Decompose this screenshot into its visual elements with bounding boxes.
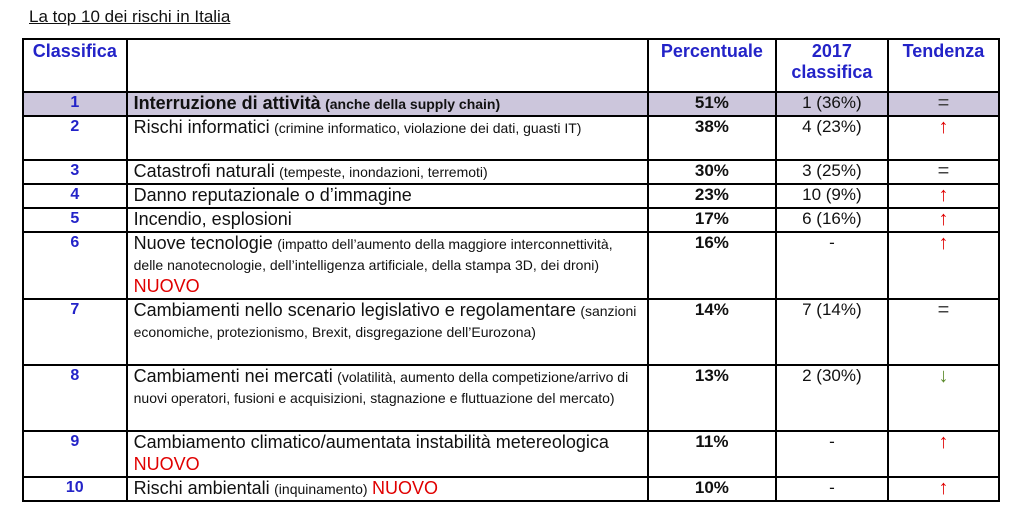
risk-cell bbox=[127, 160, 648, 184]
risk-name: Rischi ambientali bbox=[133, 478, 270, 498]
table-row bbox=[23, 232, 999, 299]
table-row bbox=[23, 431, 999, 477]
rank-cell: 3 bbox=[23, 160, 127, 184]
risk-name: Nuove tecnologie bbox=[133, 233, 273, 253]
risk-cell bbox=[127, 431, 648, 477]
new-badge: NUOVO bbox=[371, 478, 438, 498]
risk-details: (tempeste, inondazioni, terremoti) bbox=[279, 164, 488, 180]
previous-ranking-cell: 6 (16%) bbox=[776, 208, 888, 232]
table-row bbox=[23, 184, 999, 208]
page-title: La top 10 dei rischi in Italia bbox=[29, 7, 231, 26]
risk-cell bbox=[127, 208, 648, 232]
arrow-up-icon: ↑ bbox=[888, 477, 999, 501]
risk-cell bbox=[127, 184, 648, 208]
rank-cell: 6 bbox=[23, 232, 127, 299]
previous-ranking-cell: 2 (30%) bbox=[776, 365, 888, 431]
previous-ranking-cell: 7 (14%) bbox=[776, 299, 888, 365]
rank-cell: 2 bbox=[23, 116, 127, 160]
header-trend: Tendenza bbox=[888, 39, 999, 92]
risk-name: Catastrofi naturali bbox=[133, 161, 275, 181]
previous-ranking-cell: - bbox=[776, 431, 888, 477]
risk-name: Incendio, esplosioni bbox=[133, 209, 292, 229]
rank-cell: 8 bbox=[23, 365, 127, 431]
risk-cell bbox=[127, 299, 648, 365]
new-badge: NUOVO bbox=[133, 454, 200, 474]
header-rank: Classifica bbox=[23, 39, 127, 92]
arrow-down-icon: ↓ bbox=[888, 365, 999, 431]
arrow-up-icon: ↑ bbox=[888, 232, 999, 299]
percentage-cell: 38% bbox=[648, 116, 776, 160]
rank-cell: 10 bbox=[23, 477, 127, 501]
previous-ranking-cell: 10 (9%) bbox=[776, 184, 888, 208]
percentage-cell: 16% bbox=[648, 232, 776, 299]
header-risk bbox=[127, 39, 648, 92]
risk-details: (impatto dell’aumento della maggiore interconnettività, delle nanotecnologie, dell’intelligenza artificiale, della stampa 3D, dei droni) bbox=[133, 236, 613, 273]
percentage-cell: 30% bbox=[648, 160, 776, 184]
previous-ranking-cell: 4 (23%) bbox=[776, 116, 888, 160]
percentage-cell: 17% bbox=[648, 208, 776, 232]
rank-cell: 5 bbox=[23, 208, 127, 232]
table-header-row bbox=[23, 39, 999, 92]
new-badge: NUOVO bbox=[133, 276, 200, 296]
arrow-up-icon: ↑ bbox=[888, 116, 999, 160]
table-row bbox=[23, 477, 999, 501]
arrow-up-icon: ↑ bbox=[888, 208, 999, 232]
equal-icon: = bbox=[888, 92, 999, 116]
risk-name: Rischi informatici bbox=[133, 117, 270, 137]
risk-cell bbox=[127, 116, 648, 160]
risk-details: (crimine informatico, violazione dei dati, guasti IT) bbox=[274, 120, 582, 136]
risk-cell bbox=[127, 365, 648, 431]
rank-cell: 9 bbox=[23, 431, 127, 477]
table-row bbox=[23, 160, 999, 184]
rank-cell: 1 bbox=[23, 92, 127, 116]
arrow-up-icon: ↑ bbox=[888, 431, 999, 477]
equal-icon: = bbox=[888, 299, 999, 365]
risk-name: Interruzione di attività bbox=[133, 93, 321, 113]
risk-name: Cambiamento climatico/aumentata instabilità metereologica bbox=[133, 432, 609, 452]
previous-ranking-cell: - bbox=[776, 477, 888, 501]
table-row bbox=[23, 365, 999, 431]
header-2017-ranking: 2017 classifica bbox=[776, 39, 888, 92]
risk-details: (inquinamento) bbox=[274, 481, 368, 497]
percentage-cell: 14% bbox=[648, 299, 776, 365]
equal-icon: = bbox=[888, 160, 999, 184]
previous-ranking-cell: 1 (36%) bbox=[776, 92, 888, 116]
table-row bbox=[23, 208, 999, 232]
percentage-cell: 23% bbox=[648, 184, 776, 208]
table-row bbox=[23, 92, 999, 116]
risk-name: Danno reputazionale o d’immagine bbox=[133, 185, 412, 205]
risk-cell bbox=[127, 92, 648, 116]
risk-cell bbox=[127, 477, 648, 501]
risk-details: (volatilità, aumento della competizione/arrivo di nuovi operatori, fusioni e acquisizioni, stagnazione e fluttuazione del mercato) bbox=[133, 369, 629, 406]
risk-name: Cambiamenti nello scenario legislativo e regolamentare bbox=[133, 300, 576, 320]
percentage-cell: 10% bbox=[648, 477, 776, 501]
percentage-cell: 11% bbox=[648, 431, 776, 477]
rank-cell: 7 bbox=[23, 299, 127, 365]
risk-details: (anche della supply chain) bbox=[325, 96, 501, 112]
percentage-cell: 51% bbox=[648, 92, 776, 116]
percentage-cell: 13% bbox=[648, 365, 776, 431]
risk-table bbox=[22, 38, 1000, 502]
rank-cell: 4 bbox=[23, 184, 127, 208]
arrow-up-icon: ↑ bbox=[888, 184, 999, 208]
previous-ranking-cell: - bbox=[776, 232, 888, 299]
risk-details: (sanzioni economiche, protezionismo, Brexit, disgregazione dell’Eurozona) bbox=[133, 303, 637, 340]
risk-name: Cambiamenti nei mercati bbox=[133, 366, 333, 386]
previous-ranking-cell: 3 (25%) bbox=[776, 160, 888, 184]
risk-cell bbox=[127, 232, 648, 299]
header-percentage: Percentuale bbox=[648, 39, 776, 92]
table-row bbox=[23, 116, 999, 160]
table-row bbox=[23, 299, 999, 365]
